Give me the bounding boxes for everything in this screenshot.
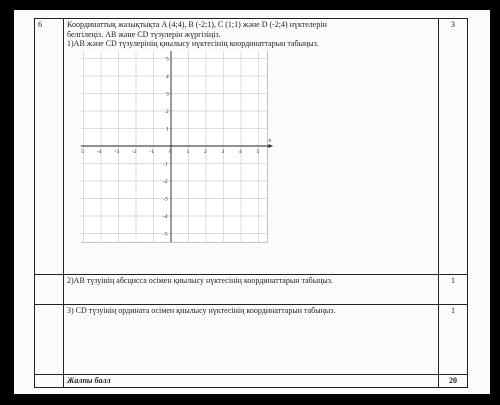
total-label: Жалпы балл xyxy=(64,375,439,388)
x-tick-label: 4 xyxy=(239,148,242,155)
exam-table xyxy=(34,18,468,388)
subquestion-2-row xyxy=(35,275,468,305)
x-tick-label: -3 xyxy=(114,148,120,155)
y-tick-label: -5 xyxy=(163,231,168,237)
y-tick-label: 5 xyxy=(166,56,169,62)
x-tick-label: 5 xyxy=(81,148,85,155)
coordinate-grid-svg xyxy=(81,51,281,253)
worksheet-page xyxy=(14,10,490,394)
x-tick-label: -2 xyxy=(132,148,137,155)
coordinate-grid xyxy=(81,51,435,256)
task-number: 6 xyxy=(35,19,64,275)
y-tick-label: 1 xyxy=(166,126,169,132)
y-tick-label: -1 xyxy=(163,161,168,167)
y-tick-label: -4 xyxy=(163,213,168,220)
x-tick-label: 5 xyxy=(256,148,260,155)
x-tick-label: 2 xyxy=(204,148,207,155)
x-axis-arrow xyxy=(269,144,273,148)
x-tick-label: 1 xyxy=(186,148,190,155)
y-tick-label: -2 xyxy=(163,178,168,185)
x-tick-label: 0 xyxy=(169,148,172,155)
task-subquestion-1: 1)АВ және CD түзулерінің қиылысу нүктесінің координаттарын табыңыз. xyxy=(67,39,319,48)
task-text-line1: Координаттық жазықтықта A (4;4), B (-2;1), C (1;1) және D (-2;4) нүктелерін xyxy=(67,20,327,29)
x-tick-label: -4 xyxy=(97,148,102,155)
task-content xyxy=(64,19,439,275)
task-row xyxy=(35,19,468,275)
subquestion-2-text: 2)АВ түзуінің абсцисса осімен қиылысу нүктесінің координаттарын табыңыз. xyxy=(64,275,439,305)
task-text-line2: белгілеңіз. АВ және CD түзулерін жүргізіңіз. xyxy=(67,29,221,39)
subquestion-3-row xyxy=(35,305,468,375)
subquestion-3-score: 1 xyxy=(439,305,468,375)
x-axis-label: x xyxy=(268,137,272,144)
y-tick-label: 4 xyxy=(166,73,169,80)
y-tick-label: 3 xyxy=(166,91,169,97)
subquestion-3-text: 3) CD түзуінің ордината осімен қиылысу нүктесінің координаттарын табыңыз. xyxy=(64,305,439,375)
y-tick-label: -3 xyxy=(163,196,168,202)
x-tick-label: 3 xyxy=(221,148,225,155)
task-score: 3 xyxy=(439,19,468,275)
y-tick-label: 2 xyxy=(166,108,169,115)
x-tick-label: -1 xyxy=(149,148,155,155)
subquestion-2-score: 1 xyxy=(439,275,468,305)
grid-frame xyxy=(81,51,267,242)
total-row xyxy=(35,375,468,388)
total-score: 20 xyxy=(439,375,468,388)
